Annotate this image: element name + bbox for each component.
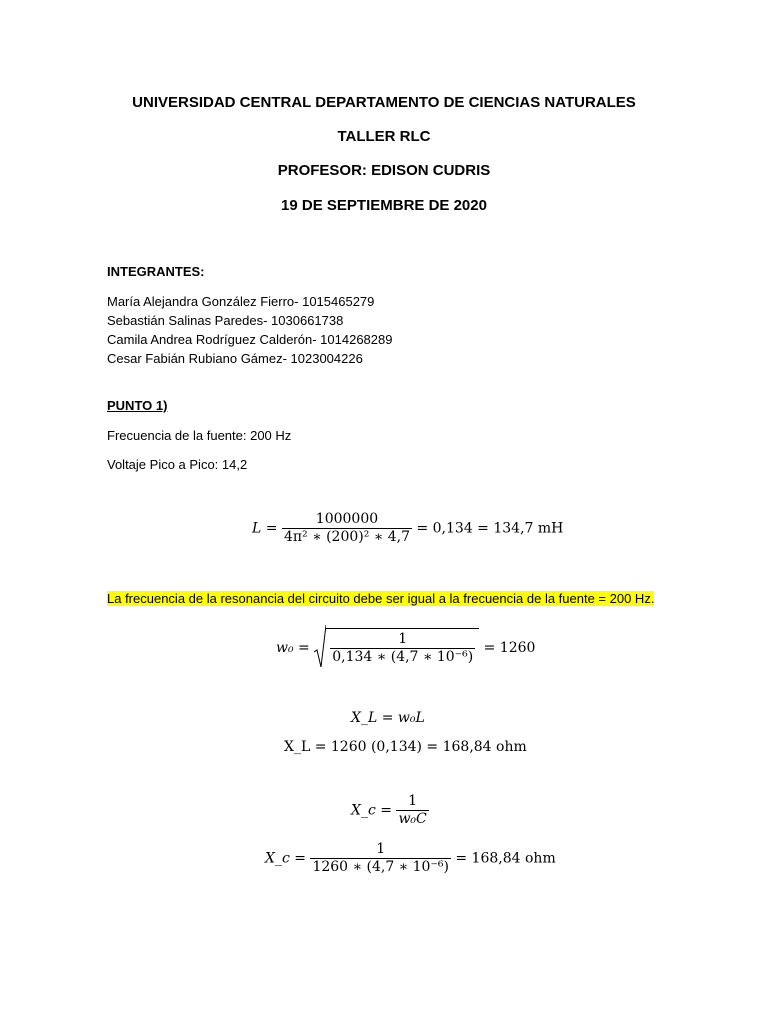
- eq-w0-rhs: = 1260: [483, 640, 536, 656]
- square-root: [314, 624, 479, 672]
- eq-l-rhs: = 0,134 = 134,7 mH: [416, 520, 564, 537]
- member-item: Camila Andrea Rodríguez Calderón- 1014268289: [107, 332, 393, 347]
- frequency-line: Frecuencia de la fuente: 200 Hz: [107, 428, 292, 443]
- voltage-line: Voltaje Pico a Pico: 14,2: [107, 457, 248, 472]
- member-item: Sebastián Salinas Paredes- 1030661738: [107, 313, 344, 328]
- equation-xl-calculation: X_L = 1260 (0,134) = 168,84 ohm: [284, 739, 527, 755]
- date-line: 19 DE SEPTIEMBRE DE 2020: [281, 197, 487, 214]
- eq-xc-def-fraction: [396, 793, 428, 828]
- eq-xc-denominator: 1260 ∗ (4,7 ∗ 10⁻⁶): [312, 859, 449, 875]
- eq-l-numerator: 1000000: [315, 511, 379, 527]
- eq-l-denominator: 4π² ∗ (200)² ∗ 4,7: [283, 529, 411, 545]
- radical-sign-icon: [314, 624, 326, 672]
- resonance-note: [107, 591, 654, 606]
- eq-w0-fraction: [330, 631, 475, 666]
- eq-l-lhs: L =: [252, 520, 278, 537]
- member-item: Cesar Fabián Rubiano Gámez- 1023004226: [107, 351, 363, 366]
- eq-xc-fraction: [310, 841, 450, 876]
- eq-w0-denominator: 0,134 ∗ (4,7 ∗ 10⁻⁶): [332, 648, 474, 665]
- equation-inductance: [252, 511, 563, 546]
- equation-xl-definition: X_L = w₀L: [351, 710, 425, 726]
- eq-xc-lhs: X_c =: [265, 850, 306, 867]
- eq-w0-lhs: w₀ =: [276, 640, 310, 656]
- university-title: UNIVERSIDAD CENTRAL DEPARTAMENTO DE CIENCIAS NATURALES: [132, 94, 636, 111]
- eq-xc-numerator: 1: [376, 841, 386, 857]
- member-item: María Alejandra González Fierro- 1015465279: [107, 294, 375, 309]
- eq-xc-def-lhs: X_c =: [351, 802, 392, 819]
- workshop-title: TALLER RLC: [337, 128, 431, 145]
- eq-w0-numerator: 1: [398, 630, 408, 647]
- equation-xc-calculation: [265, 841, 556, 876]
- point1-title: PUNTO 1): [107, 398, 168, 413]
- eq-l-fraction: [282, 511, 412, 546]
- members-title: INTEGRANTES:: [107, 264, 205, 279]
- eq-xc-rhs: = 168,84 ohm: [455, 850, 556, 867]
- equation-xc-definition: [351, 793, 429, 828]
- eq-xc-def-denominator: w₀C: [398, 811, 427, 827]
- professor-line: PROFESOR: EDISON CUDRIS: [277, 162, 491, 179]
- equation-resonant-frequency: [276, 624, 535, 672]
- eq-xc-def-numerator: 1: [408, 793, 418, 809]
- resonance-note-highlight: La frecuencia de la resonancia del circuito debe ser igual a la frecuencia de la fuente = 200 Hz.: [107, 591, 655, 606]
